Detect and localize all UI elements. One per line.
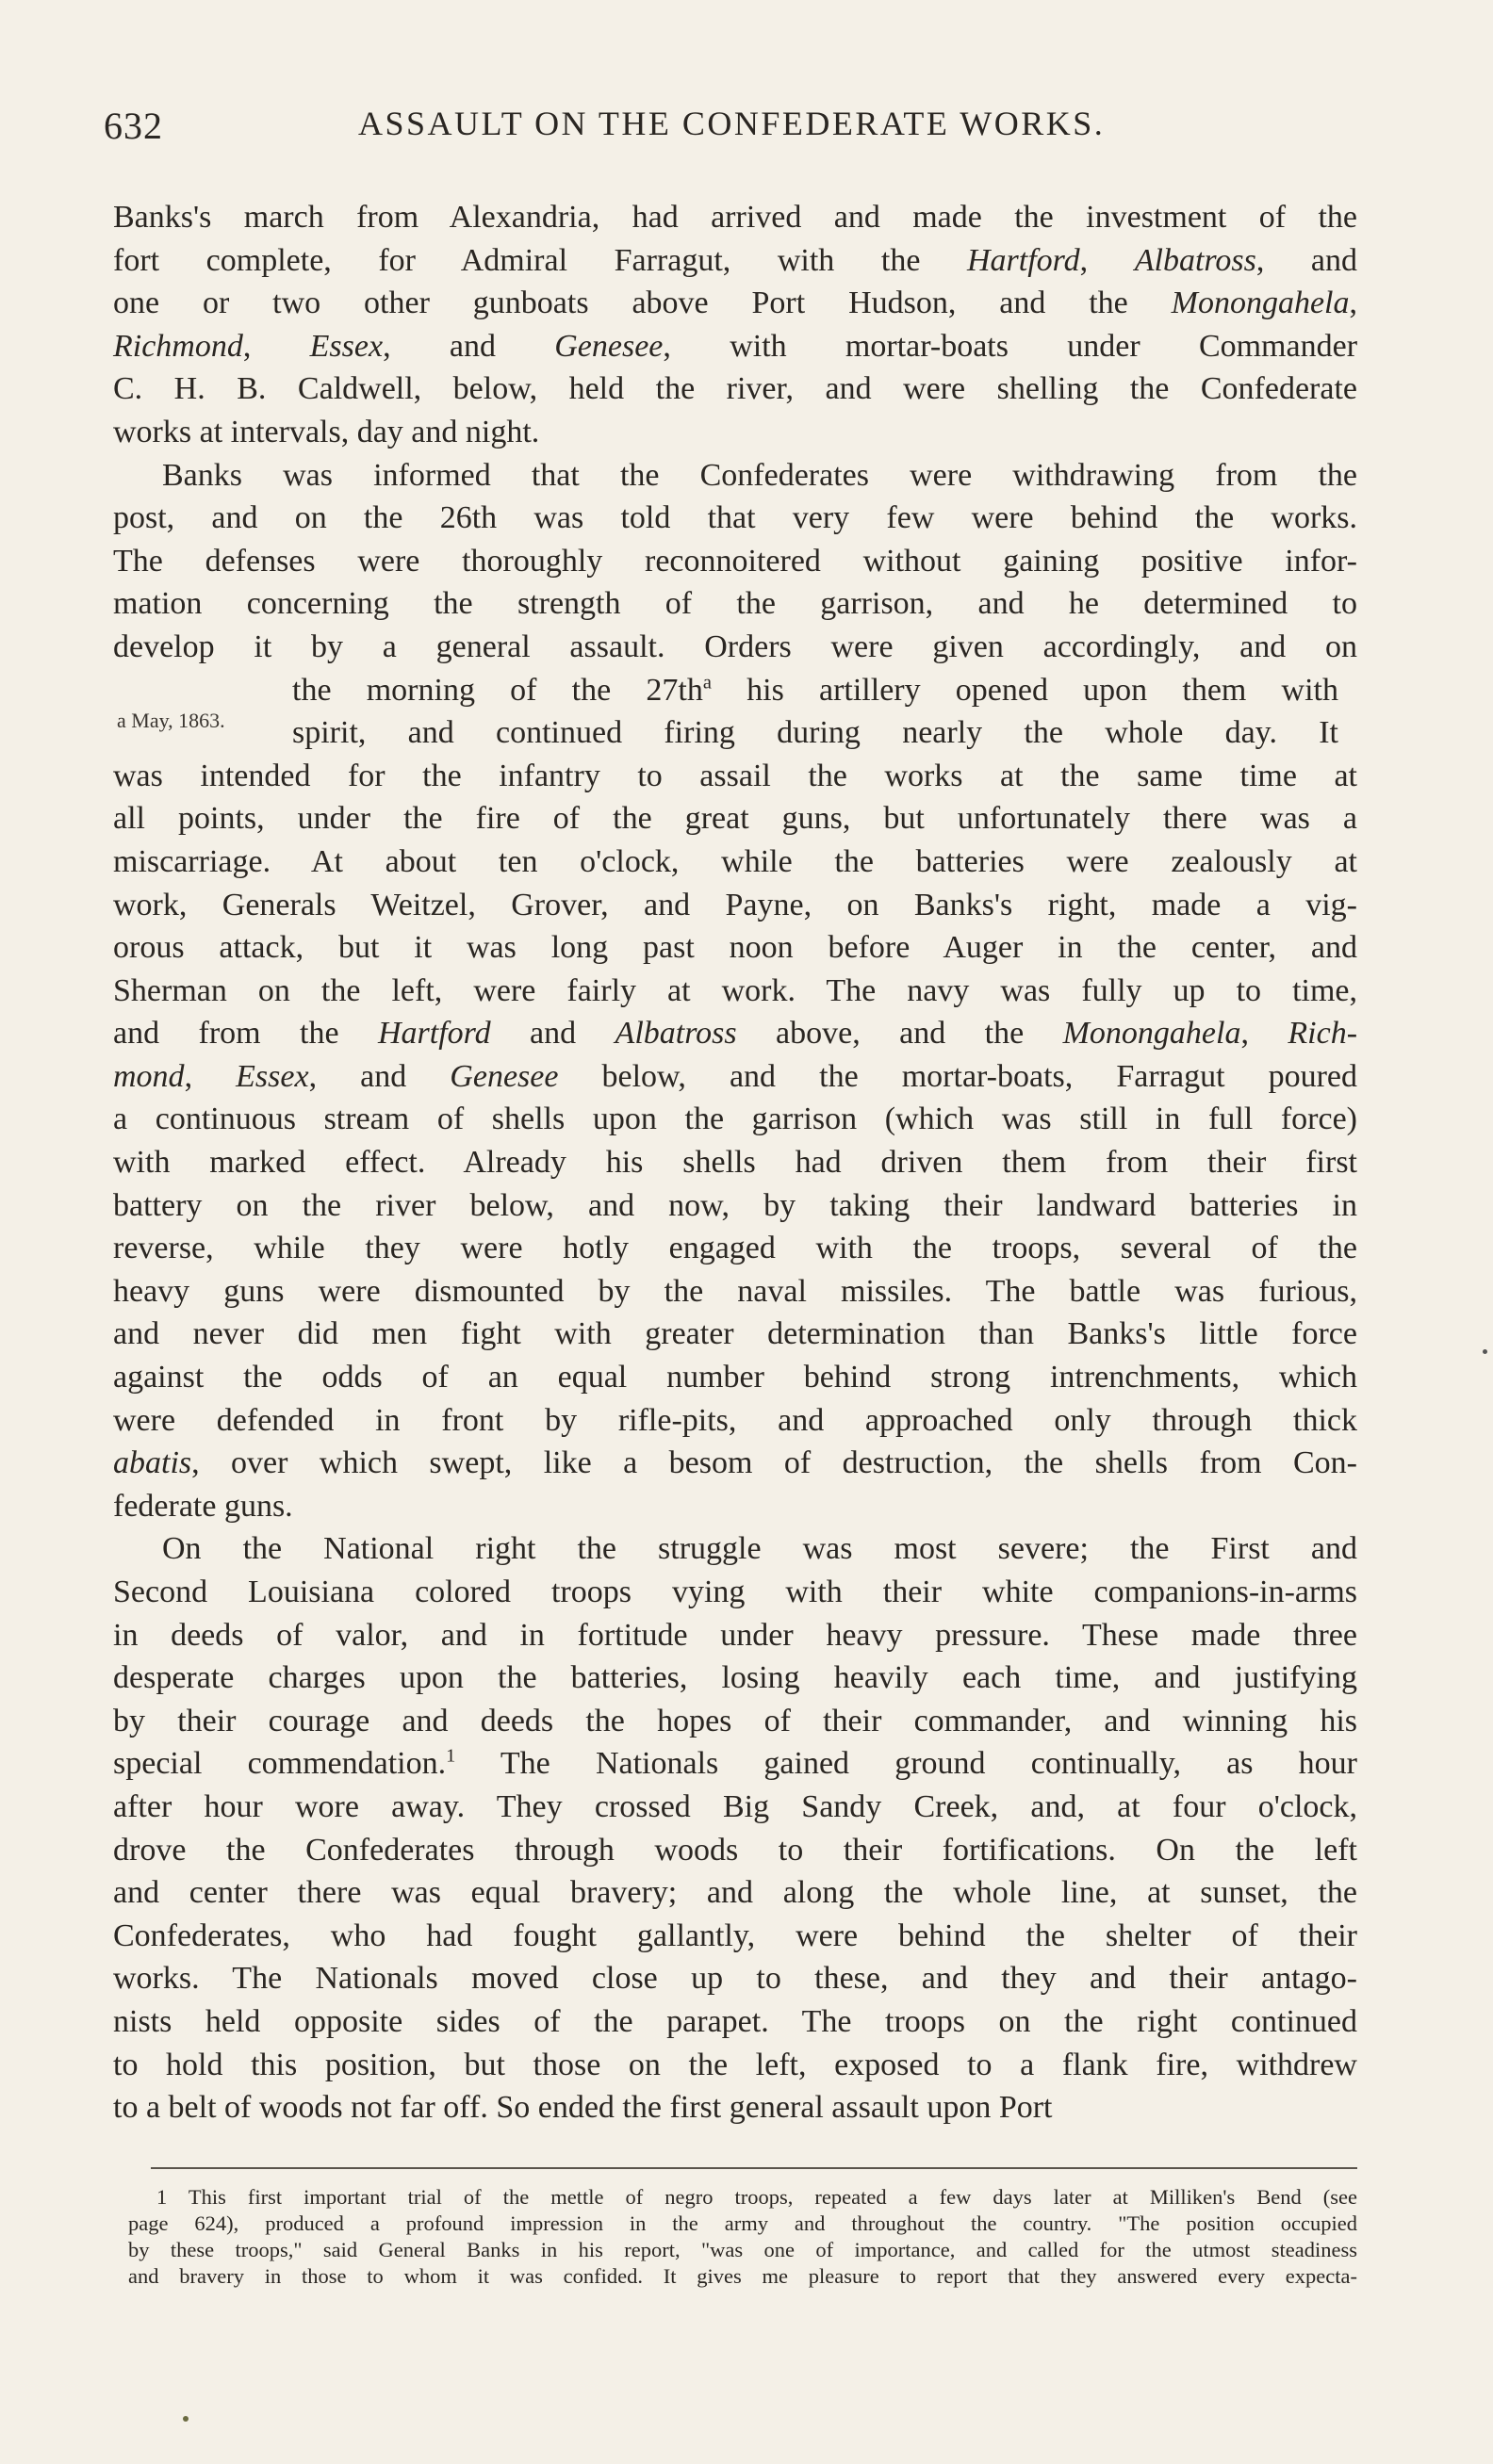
text-line: were defended in front by rifle-pits, and approached only through thick (113, 1402, 1357, 1438)
text-line: special commendation.$^1$ The Nationals gained ground continually, as hour (113, 1746, 1357, 1782)
text-line: desperate charges upon the batteries, losing heavily each time, and justifying (113, 1660, 1357, 1696)
text-line: mond, Essex, and Genesee below, and the mortar-boats, Farragut poured (113, 1058, 1358, 1094)
text-line: Banks was informed that the Confederates were withdrawing from the (162, 457, 1357, 493)
footnote (128, 2184, 1357, 2290)
footnote-line: 1 This first important trial of the mettle of negro troops, repeated a few days later at Milliken's Bend (see (156, 2185, 1357, 2209)
page-number: 632 (104, 105, 163, 147)
text-line: a continuous stream of shells upon the garrison (which was still in full force) (113, 1101, 1357, 1137)
text-line: and center there was equal bravery; and along the whole line, at sunset, the (113, 1875, 1357, 1911)
text-line: heavy guns were dismounted by the naval missiles. The battle was furious, (113, 1273, 1357, 1309)
text-line: and never did men fight with greater determination than Banks's little force (113, 1316, 1357, 1352)
text-line: Confederates, who had fought gallantly, were behind the shelter of their (113, 1917, 1357, 1953)
text-line: The defenses were thoroughly reconnoitered without gaining positive infor- (113, 543, 1357, 579)
text-line: miscarriage. At about ten o'clock, while the batteries were zealously at (113, 843, 1357, 879)
text-line: nists held opposite sides of the parapet. The troops on the right continued (113, 2003, 1357, 2039)
text-line: Second Louisiana colored troops vying with their white companions-in-arms (113, 1575, 1357, 1609)
text-line: works. The Nationals moved close up to these, and they and their antago- (113, 1961, 1357, 1997)
text-line: one or two other gunboats above Port Hudson, and the Monongahela, (113, 286, 1357, 321)
text-line: in deeds of valor, and in fortitude under heavy pressure. These made three (113, 1617, 1357, 1653)
text-line: federate guns. (113, 1488, 293, 1524)
text-line: spirit, and continued firing during nearly the whole day. It (292, 715, 1338, 751)
text-line: after hour wore away. They crossed Big Sandy Creek, and, at four o'clock, (113, 1788, 1357, 1824)
text-line: Sherman on the left, were fairly at work. The navy was fully up to time, (113, 972, 1357, 1008)
text-line: work, Generals Weitzel, Grover, and Payne, on Banks's right, made a vig- (113, 887, 1357, 922)
body-text (113, 196, 1357, 2129)
text-line: the morning of the $27th^a$ his artillery opened upon them with (292, 672, 1339, 708)
text-line: mation concerning the strength of the garrison, and he determined to (113, 586, 1357, 622)
text-line: to hold this position, but those on the left, exposed to a flank fire, withdrew (113, 2047, 1357, 2082)
text-line: was intended for the infantry to assail the works at the same time at (113, 758, 1357, 793)
text-line: fort complete, for Admiral Farragut, with the Hartford, Albatross, and (113, 242, 1357, 278)
text-line: to a belt of woods not far off. So ended the first general assault upon Port (113, 2090, 1053, 2126)
text-line: drove the Confederates through woods to their fortifications. On the left (113, 1832, 1357, 1868)
text-line: orous attack, but it was long past noon before Auger in the center, and (113, 930, 1357, 966)
text-line: and from the Hartford and Albatross above, and the Monongahela, Rich- (113, 1016, 1358, 1052)
page-header (104, 104, 1367, 156)
footnote-line: by these troops," said General Banks in his report, "was one of importance, and called for the utmost steadiness (128, 2238, 1357, 2261)
footnote-line: and bravery in those to whom it was confided. It gives me pleasure to report that they answered every expecta- (128, 2264, 1357, 2288)
footnote-line: page 624), produced a profound impression in the army and throughout the country. "The position occupied (128, 2211, 1357, 2235)
running-head: ASSAULT ON THE CONFEDERATE WORKS. (358, 105, 1106, 142)
text-line: works at intervals, day and night. (113, 414, 540, 449)
text-line: battery on the river below, and now, by taking their landward batteries in (113, 1187, 1357, 1223)
text-line: abatis, over which swept, like a besom of destruction, the shells from Con- (113, 1445, 1357, 1481)
print-speck (1483, 1349, 1487, 1354)
text-line: with marked effect. Already his shells had driven them from their first (113, 1145, 1357, 1181)
text-line: C. H. B. Caldwell, below, held the river, and were shelling the Confederate (113, 371, 1357, 407)
text-line: Banks's march from Alexandria, had arrived and made the investment of the (113, 200, 1357, 235)
text-line: against the odds of an equal number behind strong intrenchments, which (113, 1360, 1357, 1395)
print-speck (183, 2416, 189, 2422)
footnote-rule (151, 2167, 1357, 2169)
text-line: by their courage and deeds the hopes of their commander, and winning his (113, 1703, 1357, 1738)
margin-date-note: a May, 1863. (117, 709, 225, 732)
text-line: reverse, while they were hotly engaged with the troops, several of the (113, 1231, 1357, 1266)
text-line: Richmond, Essex, and Genesee, with mortar-boats under Commander (113, 328, 1358, 364)
text-line: post, and on the 26th was told that very few were behind the works. (113, 500, 1357, 536)
text-line: On the National right the struggle was most severe; the First and (162, 1531, 1357, 1567)
text-line: develop it by a general assault. Orders were given accordingly, and on (113, 628, 1357, 664)
text-line: all points, under the fire of the great guns, but unfortunately there was a (113, 801, 1357, 837)
